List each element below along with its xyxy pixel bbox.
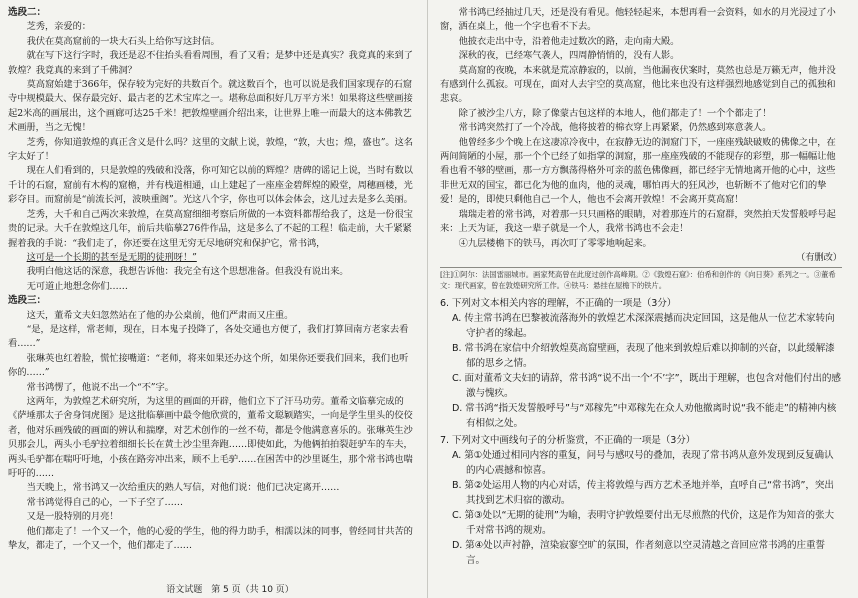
paragraph: 我伏在莫高窟前的一块大石头上给你写这封信。 (26, 35, 220, 47)
page-footer: 语文试题 第 5 页（共 10 页） (166, 585, 294, 595)
section3-body (8, 309, 416, 554)
answer-option: C. 第③处以“无期的徒刑”为喻，表明守护敦煌要付出无尽煎熬的代价，这是作为知音的张大千对常书鸿的规劝。 (452, 509, 835, 536)
section3-continued (440, 6, 842, 251)
answer-option: D. 常书鸿“指天发誓般呼号”与“邓稼先”中邓稼先在众人劝他撤离时说“我不能走”的精神内核有相似之处。 (452, 402, 837, 429)
answer-option: C. 面对董希文夫妇的请辞，常书鸿“说不出一个‘不’字”，既出于理解，也包含对他们付出的感激与愧疚。 (452, 372, 841, 399)
paragraph: 芝秀，大千和自己两次来敦煌，在莫高窟细细考察后所做的一本资料都帮给我了，这是一份很宝贵的记录。大千在敦煌这几年，前后共临摹276件作品，这是多么了不起的工程！临走前，大千紧紧握着我的手说：“我们走了，你还要在这里无穷无尽地研究和保护它，常书鸿， (8, 208, 413, 249)
paragraph: 芝秀，亲爱的： (26, 21, 91, 33)
answer-option: A. 第①处通过相同内容的重复，问号与感叹号的叠加，表现了常书鸿从意外发现到反复确认的内心震撼和惊喜。 (452, 449, 834, 476)
left-column (8, 6, 416, 553)
question-stem: 7. 下列对文中画线句子的分析鉴赏，不正确的一项是（3分） (440, 434, 696, 446)
column-divider (427, 0, 428, 598)
paragraph: 又是一股特别的月亮！ (26, 511, 119, 523)
paragraph: “是，是这样，常老师，现在，日本鬼子投降了，各处交通也方便了，我们打算回南方老家去看看……” (8, 323, 409, 350)
question-stem: 6. 下列对文本相关内容的理解，不正确的一项是（3分） (440, 297, 677, 309)
answer-option: B. 第②处运用人物的内心对话，传主将敦煌与西方艺术圣地并举，直呼自己“常书鸿”，突出其找到艺术归宿的激动。 (452, 479, 834, 506)
paragraph: 这可是一个长期的甚至是无期的徒刑呀！” (26, 251, 197, 263)
paragraph: 张琳英也红着脸，慌忙接嘴道：“老师，将来如果还办这个所，如果你还要我们回来，我们也听你的……” (8, 352, 409, 379)
footnote: [注]①阿尔：法国雷丽城市。画家梵高曾在此度过创作高峰期。②《敦煌石窟》：伯希和创作的《向日葵》系列之一。③董希文：现代画家，曾在敦煌研究所工作。④铁马：悬挂在屋檐下的铁片。 (440, 267, 842, 291)
paragraph: 莫高窟的夜晚，本来就是荒凉静寂的，以前，当他漏夜伏案时，莫然也总是万籁无声，他并没有感到什么孤寂。可现在，面对人去宇空的莫高窟，他比来也没有这样强烈地感觉到自己的孤独和悲哀。 (440, 64, 836, 105)
paragraph: 我明白他这话的深意，我想告诉他：我完全有这个思想准备。但我没有说出来。 (26, 266, 349, 278)
paragraph: 常书鸿突然打了一个冷战，他将披着的棉衣穿上再紧紧，仍然感到寒意袭人。 (458, 122, 772, 134)
paragraph: 现在人们看到的，只是敦煌的残破和没落，你可知它以前的辉煌？唐碑的谣记上说，当时有数以千计的石窟，窟前有木构的窟檐，并有栈道相通，山上建起了一座座金碧辉煌的殿堂，周穗画楼，光彩夺目。而窟前是“前流长河，波映重阁”。光这八个字，你也可以体会体会，这儿过去是多么美丽。 (8, 165, 413, 206)
paragraph: ④九层楼檐下的铁马，再次叮了零零地响起来。 (458, 237, 652, 249)
paragraph: 深秋的夜，已经寒气袭人，四周静悄悄的，没有人影。 (458, 50, 680, 62)
paragraph: 常书鸿觉得自己的心，一下子空了…… (26, 496, 183, 508)
paragraph: 他披衣走出中寺，沿着他走过数次的路，走向南大殿。 (458, 35, 680, 47)
paragraph: 除了被沙尘八方，除了像蒙古包这样的本地人，他们都走了！一个个都走了！ (458, 107, 772, 119)
answer-option: A. 传主常书鸿在巴黎被流落海外的敦煌艺术深深震撼而决定回国，这是他从一位艺术家转向守护者的缘起。 (452, 312, 835, 339)
section3-title: 选段三： (8, 295, 46, 307)
section2-title: 选段二： (8, 7, 46, 18)
paragraph: 莫高窟始建于366年，保存较为完好的共数百个。就这数百个，也可以说是我们国家现存的石窟寺中规模最大、保存最完好、最古老的艺术宝库之一。堪称总面积好几万平方米！如果将这些壁画接起2米高的画展出，这个画廊可达25千米！把敦煌壁画介绍出来，让世界上唯一而最大的这本佛教艺术画册，当之无愧！ (8, 79, 413, 134)
paragraph: 他曾经多少个晚上在这凄凉冷夜中，在寂静无边的洞窟门下，一座座残缺破败的佛像之中，在两间简陋的小屋，那一个个已经了如指掌的洞窟，那一座座残破的不能现存的彩塑，那一幅幅让他看也看不够的壁画，那一方方飘荡得格外可亲的蓝色佛像画，都已经宇无情地离开他的心中，这些非世无双的国宝，都已化为他的血肉，他的灵魂，哪怕再大的狂风沙，也斩断不了他对它们的挚爱！是的，即使只剩他自己一个人，他也不会离开敦煌！不会离开莫高窟！ (440, 136, 836, 206)
paragraph: 当天晚上，常书鸿又一次给重庆的熟人写信，对他们说：他们已决定离开…… (26, 482, 340, 494)
paragraph: 这两年，为敦煌艺术研究所，为这里的画面的开辟，他们立下了汗马功劳。董希文临摹完成的《萨埵那太子舍身饲虎图》是这批临摹画中最令他欣赏的，董希文聪颖踏实，一向是学生里头的佼佼者，他对乐画残破的画面的辨认和揣摩，对艺术创作的一丝不苟，都是令他满意喜乐的。张琳英生沙贝那会儿，两头小毛驴拉着细细长长在黄土沙尘里奔跑……即使如此，为他俩拍拍裂赶驴车的车夫，两头毛驴都在喘吁吁地，小孩在路旁冲出来，顾不上毛驴……在困苦中的沙里诞生，那个常书鸿也喘吁吁的…… (8, 395, 413, 479)
right-column (440, 6, 842, 568)
section2-body (8, 20, 416, 294)
paragraph: 瑞瑞走着的常书鸿，对着那一只只画格的眼睛，对着那连片的石窟群，突然拍天发誓般呼号起来：上天为证，我这一辈子就是一个人，我常书鸿也不会走！ (440, 208, 836, 235)
paragraph: 无可道止地想念你们…… (26, 280, 128, 292)
paragraph: 就在写下这行字时，我还是忍不住抬头看看周围，看了又看；是梦中还是真实？我竟真的来到了敦煌？我竟真的来到了千佛洞？ (8, 50, 413, 76)
answer-option: D. 第④处以声衬静，渲染寂寥空旷的氛围，作者刻意以空灵清越之音回应常书鸿的庄重誓言。 (452, 539, 825, 566)
paragraph: 他们都走了！一个又一个，他的心爱的学生，他的得力助手，相濡以沫的同事，曾经同甘共苦的挚友，都走了，一个又一个，他们都走了…… (8, 525, 413, 552)
questions-block (440, 296, 842, 568)
answer-option: B. 常书鸿在家信中介绍敦煌莫高窟壁画，表现了他来到敦煌后难以抑制的兴奋，以此缓解漆郁的思乡之情。 (452, 342, 835, 369)
paragraph: 这天，董希文夫妇忽然站在了他的办公桌前，他们严肃而又庄重。 (26, 309, 294, 321)
abridged-mark: （有删改） (796, 251, 842, 263)
paragraph: 芝秀，你知道敦煌的真正含义是什么吗？这里的文献上说，敦煌，“敦，大也；煌，盛也”。这名字太好了！ (8, 136, 413, 163)
paragraph: 常书鸿愣了，他说不出一个“不”字。 (26, 381, 174, 393)
paragraph: 常书鸿已经抽过几天，还是没有看见。他轻轻起来，本想再看一会资料，如水的月光浸过了小窗，洒在桌上，他一个字也看不下去。 (440, 7, 836, 33)
